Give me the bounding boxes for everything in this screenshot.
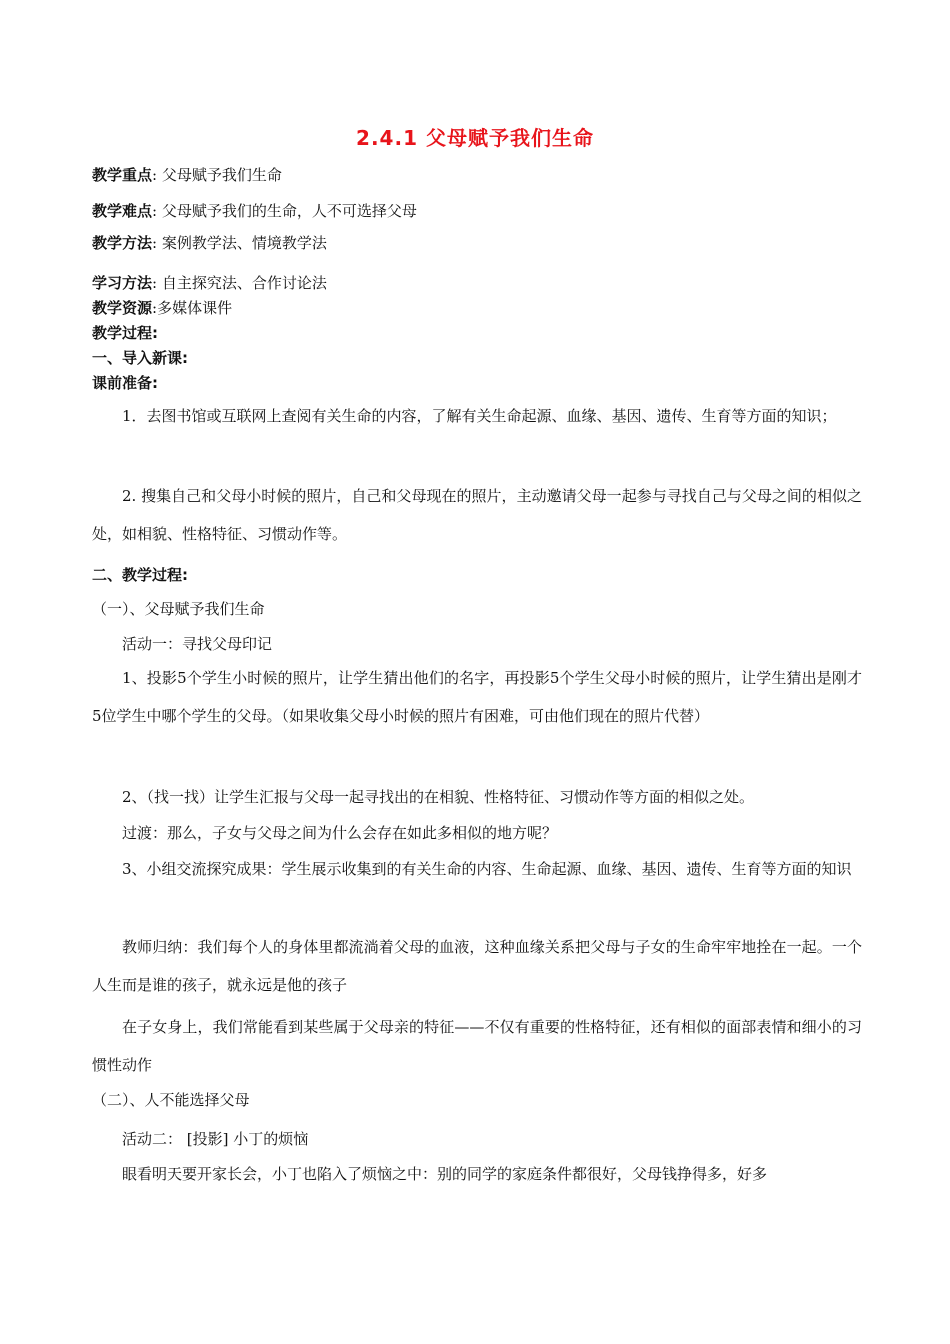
paragraph-5: 教师归纳：我们每个人的身体里都流淌着父母的血液，这种血缘关系把父母与子女的生命牢牢地拴在一起。一个人生而是谁的孩子，就永远是他的孩子 [92, 938, 862, 994]
paragraph-7: 眼看明天要开家长会，小丁也陷入了烦恼之中：别的同学的家庭条件都很好，父母钱挣得多，好多 [122, 1165, 768, 1183]
meta-difficulties: 教学难点: 父母赋予我们的生命，人不可选择父母 [92, 202, 417, 220]
paragraph-4: 3、小组交流探究成果：学生展示收集到的有关生命的内容、生命起源、血缘、基因、遗传、生育等方面的知识 [122, 860, 852, 878]
meta-learning-method: 学习方法: 自主探究法、合作讨论法 [92, 274, 327, 292]
subsection-heading-1: （一）、父母赋予我们生命 [92, 600, 265, 618]
process-heading: 教学过程: [92, 324, 158, 342]
section-heading-2: 二、教学过程: [92, 566, 188, 584]
paragraph-prep-2: 2. 搜集自己和父母小时候的照片，自己和父母现在的照片，主动邀请父母一起参与寻找自己与父母之间的相似之处，如相貌、性格特征、习惯动作等。 [92, 487, 862, 543]
document-title: 2.4.1 父母赋予我们生命 [356, 126, 594, 150]
paragraph-1: 1、投影5个学生小时候的照片，让学生猜出他们的名字，再投影5个学生父母小时候的照片，让学生猜出是刚才5位学生中哪个学生的父母。（如果收集父母小时候的照片有困难，可由他们现在的照片代替） [92, 669, 862, 725]
paragraph-6: 在子女身上，我们常能看到某些属于父母亲的特征——不仅有重要的性格特征，还有相似的面部表情和细小的习惯性动作 [92, 1018, 862, 1074]
paragraph-3: 过渡：那么，子女与父母之间为什么会存在如此多相似的地方呢？ [122, 824, 558, 842]
prep-heading: 课前准备: [92, 374, 158, 392]
paragraph-prep-1: 1．去图书馆或互联网上查阅有关生命的内容，了解有关生命起源、血缘、基因、遗传、生育等方面的知识； [122, 407, 837, 425]
meta-resources: 教学资源:多媒体课件 [92, 299, 233, 317]
activity-one: 活动一：寻找父母印记 [122, 635, 273, 653]
paragraph-2: 2、（找一找）让学生汇报与父母一起寻找出的在相貌、性格特征、习惯动作等方面的相似之处。 [122, 788, 755, 806]
meta-teaching-method: 教学方法: 案例教学法、情境教学法 [92, 234, 327, 252]
subsection-heading-2: （二）、人不能选择父母 [92, 1091, 250, 1109]
activity-two: 活动二： [投影] 小丁的烦恼 [122, 1130, 309, 1148]
meta-key-points: 教学重点: 父母赋予我们生命 [92, 166, 282, 184]
section-heading-1: 一、导入新课: [92, 349, 188, 367]
